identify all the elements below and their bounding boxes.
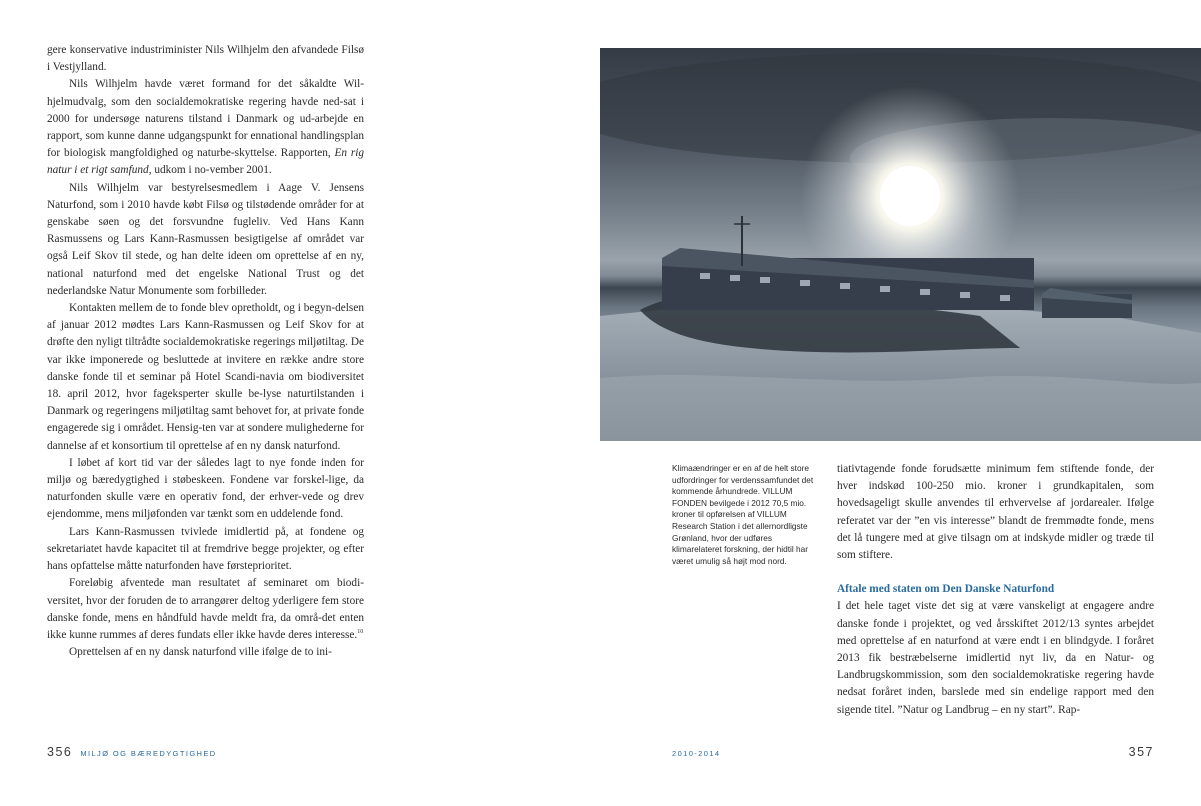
running-head: MILJØ OG BÆREDYGTIGHED — [80, 749, 217, 758]
section-heading: Aftale med staten om Den Danske Naturfond — [837, 583, 1055, 596]
right-paragraph-1: tiativtagende fonde forudsætte minimum fem stiftende fonde, der hver indskød 100-250 mio. kroner i grundkapitalen, som hovedsageligt skulle anvendes til erhvervelse af jordarealer. Ifølge referatet var der ”en vis interesse” blandt de fremmødte fonde, mens det lå tungere med at give tilsagn om at indskyde midler og træde til som stiftere. — [837, 463, 1154, 562]
chapter-period: 2010-2014 — [672, 749, 721, 758]
right-page-body — [837, 461, 1154, 719]
paragraph-6: Lars Kann-Rasmussen tvivlede imidlertid på, at fondene og sekretariatet havde kapacitet til at fremdrive begge projekter, og efter hans opfattelse måtte naturfonden have førsteprioritet. — [47, 525, 365, 573]
photo-caption: Klimaændringer er en af de helt store udfordringer for verdenssamfundet det kommende århundrede. VILLUM FONDEN bevilgede i 2012 70,5 mio. kroner til opførelsen af VILLUM Research Station i det allernordligste Grønland, hvor der udføres klimarelateret forskning, der hidtil har været umulig så højt mod nord. — [672, 463, 814, 566]
sun — [880, 166, 940, 226]
page-number-right: 357 — [1128, 745, 1154, 759]
snow-drift — [600, 375, 1201, 441]
right-paragraph-2: I det hele taget viste det sig at være vanskeligt at engagere andre danske fonde i projektet, og ved årsskiftet 2012/13 syntes arbejdet med oprettelse af en naturfond at være endt i en blindgyde. I foråret 2013 fik bestræbelserne imidlertid nyt liv, da en Natur- og Landbrugskommission, som den socialdemokratiske regering havde nedsat foråret inden, barslede med sin endelige rapport med den sigende titel. ”Natur og Landbrug – en ny start”. Rap- — [837, 600, 1154, 716]
research-station-photo — [600, 48, 1201, 441]
paragraph-8: Oprettelsen af en ny dansk naturfond ville ifølge de to ini- — [69, 646, 332, 659]
report-title: En rig natur i et rigt samfund — [47, 147, 364, 177]
paragraph-2: Nils Wilhjelm havde været formand for det såkaldte Wil-hjelmudvalg, som den socialdemokratiske regering havde ned-sat i 2000 for undersøge naturens tilstand i Danmark og ud-arbejde en rapport, som kunne danne udgangspunkt for ennational handlingsplan for biologisk mangfoldighed og naturbe-skyttelse. Rapporten, En rig natur i et rigt samfund, udkom i no-vember 2001. — [47, 78, 364, 177]
paragraph-4: Kontakten mellem de to fonde blev opretholdt, og i begyn-delsen af januar 2012 mødtes Lars Kann-Rasmussen og Leif Skov for at drøfte den nyligt tiltrådte socialdemokratiske regerings miljøtiltag. De var ikke imponerede og besluttede at invitere en række andre store danske fonde til et seminar på Hotel Scandi-navia om biodiversitet 18. april 2012, hvor fageksperter skulle be-lyse naturtilstanden i Danmark og regeringens miljøtiltag samt behovet for, at private fonde engagerede sig i området. Hensig-ten var at sondere mulighederne for dannelse af et konsortium til oprettelse af en ny dansk naturfond. — [47, 302, 365, 452]
paragraph-1: gere konservative industriminister Nils Wilhjelm den afvandede Filsø i Vestjylland. — [47, 44, 365, 74]
paragraph-7: Foreløbig afventede man resultatet af seminaret om biodi-versitet, hvor der foruden de to arrangører deltog yderligere fem store danske fonde, mens en håndfuld havde meldt fra, da områ-det enten ikke kunne rummes af deres fundats eller ikke havde deres interesse.$^{10}$ — [47, 577, 365, 641]
photo-illustration — [600, 48, 1201, 441]
footnote-marker: 10 — [357, 628, 364, 635]
paragraph-5: I løbet af kort tid var der således lagt to nye fonde inden for miljø og bæredygtighed i støbeskeen. Fondene var forskel-lige, da naturfonden skulle være en operativ fond, der erhver-vede og drev ejendomme, mens miljøfonden var tænkt som en uddelende fond. — [47, 456, 365, 521]
page-number-left: 356 — [47, 745, 73, 759]
left-page-body — [47, 42, 364, 661]
paragraph-3: Nils Wilhjelm var bestyrelsesmedlem i Aage V. Jensens Naturfond, som i 2010 havde købt Filsø og tilstødende områder for at genskabe søen og det forsvundne fugleliv. Ved Hans Kann Rasmussens og Lars Kann-Rasmussen besigtigelse af området var også Leif Skov til stede, og han delte ideen om oprettelse af en ny, national naturfond med det engelske National Trust og det nederlandske Natur Monumente som forbilleder. — [47, 181, 365, 297]
left-footer — [47, 745, 217, 759]
